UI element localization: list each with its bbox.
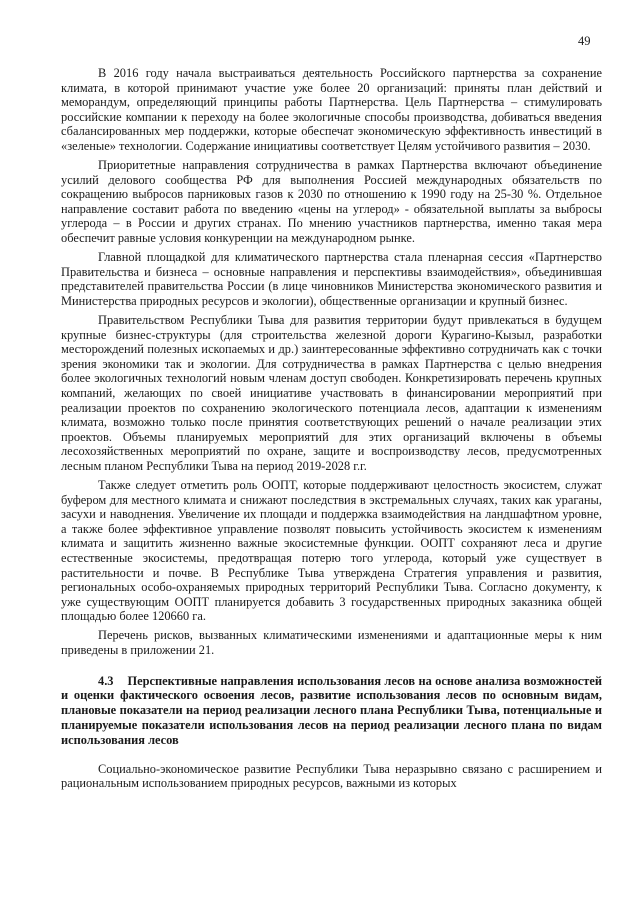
- paragraph-tyva-business: Правительством Республики Тыва для развития территории будут привлекаться в будущем крупные бизнес-структуры (для строительства железной дороги Курагино-Кызыл, разработки месторождений полезных ископаемых и др.) заинтересованные эффективно сотрудничать как с точки зрения экономики так и экологии. Для сотрудничества в рамках Партнерства с целью внедрения более экологичных технологий новым членам доступ свободен. Конкретизировать перечень крупных компаний, желающих по своей инициативе участвовать в финансировании мероприятий при реализации проектов по сохранению экологического потенциала лесов, адаптации к изменениям климата, возможно только после принятия соответствующих решений о начале реализации этих проектов. Объемы планируемых мероприятий для этих организаций включены в объемы лесохозяйственных мероприятий по охране, защите и воспроизводству лесов, предусмотренных лесным планом Республики Тыва на период 2019-2028 г.г.: [61, 313, 602, 473]
- paragraph-socio-economic: Социально-экономическое развитие Республики Тыва неразрывно связано с расширением и рациональным использованием природных ресурсов, важными из которых: [61, 761, 602, 791]
- paragraph-risks-appendix: Перечень рисков, вызванных климатическими изменениями и адаптационные меры к ним приведены в приложении 21.: [61, 628, 602, 658]
- section-number: 4.3: [98, 673, 114, 688]
- section-title: Перспективные направления использования лесов на основе анализа возможностей и оценки фактического освоения лесов, развитие использования лесов по основным видам, плановые показатели на период реализации лесного плана Республики Тыва, потенциальные и планируемые показатели использования лесов на период реализации лесного плана по видам использования лесов: [61, 673, 602, 747]
- paragraph-plenary-session: Главной площадкой для климатического партнерства стала пленарная сессия «Партнерство Правительства и бизнеса – основные направления и перспективы взаимодействия», объединившая представителей правительства России (в лице чиновников Министерства экономического развития и Министерства природных ресурсов и экологии), общественные организации и крупный бизнес.: [61, 250, 602, 308]
- paragraph-protected-areas: Также следует отметить роль ООПТ, которые поддерживают целостность экосистем, служат буфером для местного климата и снижают последствия в экстремальных случаях, таких как ураганы, засухи и наводнения. Увеличение их площади и поддержка взаимодействия на ландшафтном уровне, а также более эффективное управление позволят повысить устойчивость экосистем к изменениям климата и защитить жизненно важные экосистемные функции. ООПТ сохраняют леса и другие естественные экосистемы, предотвращая потерю того углерода, который уже существует в растительности и почве. В Республике Тыва утверждена Стратегия управления и развития, региональных особо-охраняемых природных территорий Республики Тыва. Согласно документу, к уже существующим ООПТ планируется добавить 3 государственных природных заказника общей площадью более 120660 га.: [61, 478, 602, 624]
- page-number: 49: [578, 34, 591, 48]
- section-heading: [61, 674, 602, 748]
- paragraph-partnership-history: В 2016 году начала выстраиваться деятельность Российского партнерства за сохранение климата, в которой принимают участие уже более 20 организаций: приняты план действий и меморандум, определяющий принципы работы Партнерства. Цель Партнерства – стимулировать российские компании к переходу на более экологичные способы производства, добиваться введения сбалансированных мер поддержки, которые обеспечат экономическую эффективность инвестиций в «зеленые» технологии. Содержание инициативы соответствует Целям устойчивого развития – 2030.: [61, 66, 602, 153]
- paragraph-priority-directions: Приоритетные направления сотрудничества в рамках Партнерства включают объединение усилий делового сообщества РФ для выполнения Россией международных обязательств по сокращению выбросов парниковых газов к 2030 по отношению к 1990 году на 25-30 %. Отдельное направление составит работа по введению «цены на углерод» - обязательной выплаты за выбросы углерода – в России и других странах. По мнению участников партнерства, именно такая мера обеспечит равные условия конкуренции на международном рынке.: [61, 158, 602, 246]
- page-body: [61, 66, 602, 795]
